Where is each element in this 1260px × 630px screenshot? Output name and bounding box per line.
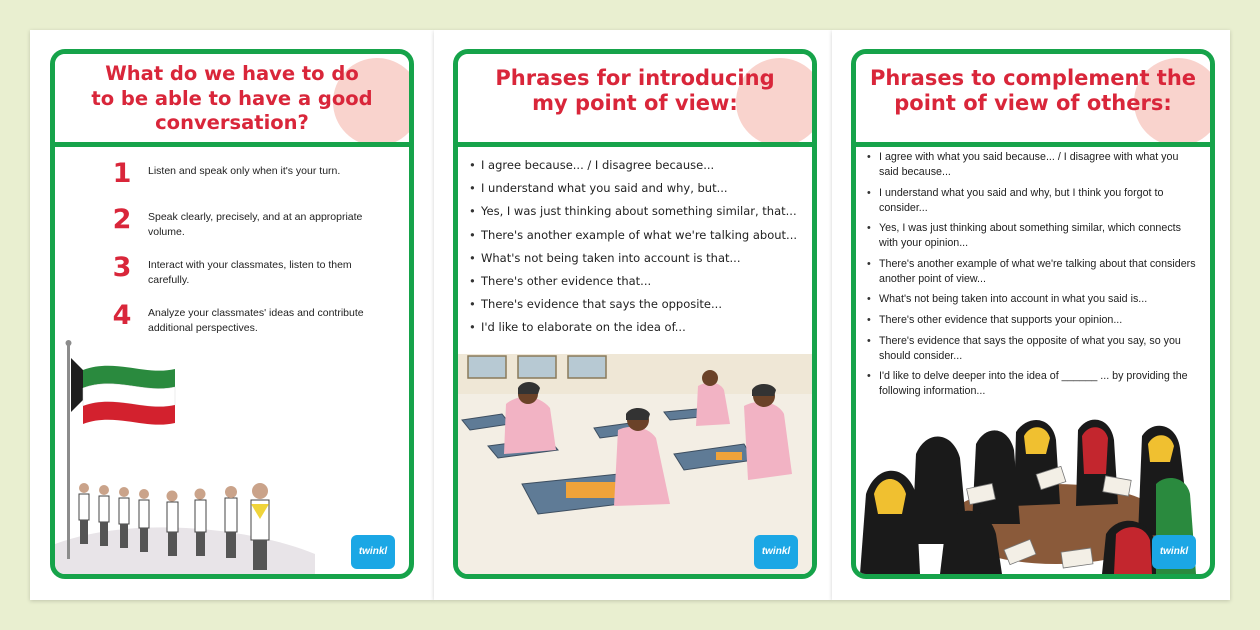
step-number: 2	[112, 204, 132, 235]
phrase-item: • I understand what you said and why, but I think you forgot to consider...	[866, 186, 1200, 216]
step-item	[55, 204, 409, 252]
step-text: Interact with your classmates, listen to them carefully.	[148, 259, 352, 286]
twinkl-logo: twinkl	[351, 535, 395, 569]
phrase-item: • I'd like to elaborate on the idea of...	[468, 320, 802, 335]
step-text: Listen and speak only when it's your turn.	[148, 165, 341, 177]
poster-frame	[50, 49, 414, 579]
poster-conversation-rules	[30, 30, 434, 600]
phrase-item: • There's another example of what we're talking about that considers another point of view...	[866, 257, 1200, 287]
phrase-item: • There's evidence that says the opposite...	[468, 297, 802, 312]
step-number: 4	[112, 300, 132, 331]
phrase-item: • Yes, I was just thinking about something similar, that...	[468, 204, 802, 219]
twinkl-logo: twinkl	[1152, 535, 1196, 569]
phrase-list	[468, 158, 802, 344]
poster-header	[458, 54, 812, 147]
phrase-item: • What's not being taken into account in what you said is...	[866, 292, 1200, 307]
phrase-item: • There's evidence that says the opposite of what you say, so you should consider...	[866, 334, 1200, 364]
poster-complementing-point-of-view	[832, 30, 1230, 600]
poster-introducing-point-of-view	[434, 30, 832, 600]
phrase-item: • What's not being taken into account is that...	[468, 251, 802, 266]
poster-header	[55, 54, 409, 147]
poster-header	[856, 54, 1210, 147]
phrase-item: • There's other evidence that supports your opinion...	[866, 313, 1200, 328]
phrase-list	[866, 150, 1200, 405]
step-item	[55, 252, 409, 300]
phrase-item: • I'd like to delve deeper into the idea of ______ ... by providing the following information...	[866, 369, 1200, 399]
poster-frame	[453, 49, 817, 579]
phrase-item: • I understand what you said and why, but...	[468, 181, 802, 196]
phrase-item: • I agree with what you said because... / I disagree with what you said because...	[866, 150, 1200, 180]
phrase-item: • There's other evidence that...	[468, 274, 802, 289]
step-number: 3	[112, 252, 132, 283]
step-text: Speak clearly, precisely, and at an appropriate volume.	[148, 211, 363, 238]
twinkl-logo: twinkl	[754, 535, 798, 569]
poster-frame	[851, 49, 1215, 579]
phrase-item: • I agree because... / I disagree because...	[468, 158, 802, 173]
phrase-item: • There's another example of what we're talking about...	[468, 228, 802, 243]
step-number: 1	[112, 158, 132, 189]
poster-title: Phrases for introducing my point of view:	[495, 66, 775, 115]
poster-title: What do we have to do to be able to have a good conversation?	[91, 62, 373, 134]
phrase-item: • Yes, I was just thinking about something similar, which connects with your opinion...	[866, 221, 1200, 251]
step-item	[55, 158, 409, 206]
poster-title: Phrases to complement the point of view of others:	[869, 66, 1197, 115]
step-text: Analyze your classmates' ideas and contribute additional perspectives.	[148, 307, 364, 334]
